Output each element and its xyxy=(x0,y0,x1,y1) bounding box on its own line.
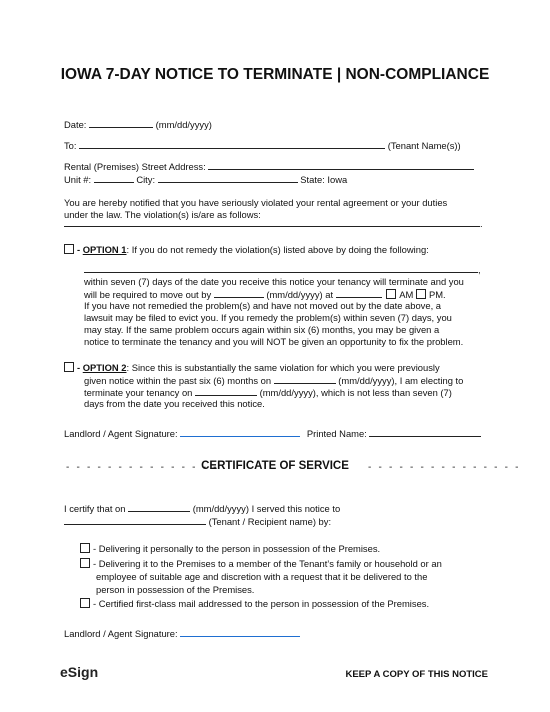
service-date-field[interactable] xyxy=(128,502,190,512)
unit-label: Unit #: xyxy=(64,174,92,185)
recipient-name-field[interactable] xyxy=(64,515,206,525)
method-mail-text: - Certified first-class mail addressed to the person in possession of the Premises. xyxy=(93,598,430,609)
address-field[interactable] xyxy=(208,160,474,170)
option1-line-6: notice to terminate the tenancy and you will NOT be given an opportunity to fix the problem. xyxy=(84,336,464,347)
option1-remedy-row: , xyxy=(84,263,481,276)
cert-line-2-text: (Tenant / Recipient name) by: xyxy=(208,516,332,527)
option1-line-3: If you have not remedied the problem(s) and have not moved out by the date above, a xyxy=(84,300,441,311)
option2-line-2a: given notice within the past six (6) months on xyxy=(84,375,272,386)
city-field[interactable] xyxy=(158,173,298,183)
personal-delivery-checkbox[interactable] xyxy=(80,543,90,553)
option2-line-3a: terminate your tenancy on xyxy=(84,387,193,398)
state-label: State: Iowa xyxy=(300,174,348,185)
method-household xyxy=(80,558,442,570)
landlord-signature-field[interactable] xyxy=(180,427,300,437)
option1-lead: : If you do not remedy the violation(s) listed above by doing the following: xyxy=(126,244,429,255)
am-label: AM xyxy=(399,289,414,300)
option1-line-5: may stay. If the same problem occurs again within six (6) months, you may be given a xyxy=(84,324,440,335)
method-household-text-1: - Delivering it to the Premises to a member of the Tenant’s family or household or an xyxy=(93,558,442,569)
date-field[interactable] xyxy=(89,118,153,128)
option2-header: - OPTION 2: Since this is substantially the same violation for which you were previously xyxy=(64,362,440,374)
certificate-title: CERTIFICATE OF SERVICE xyxy=(201,460,349,472)
to-row xyxy=(64,139,461,152)
cert-line-1a: I certify that on xyxy=(64,503,126,514)
cert-signature-label: Landlord / Agent Signature: xyxy=(64,628,178,639)
keep-copy-note: KEEP A COPY OF THIS NOTICE xyxy=(345,669,488,680)
printed-name-label: Printed Name: xyxy=(306,428,367,439)
landlord-signature-label: Landlord / Agent Signature: xyxy=(64,428,178,439)
move-out-time-field[interactable] xyxy=(336,288,382,298)
violation-field[interactable] xyxy=(64,217,480,227)
esign-logo: eSign xyxy=(60,664,99,680)
cert-divider-right: - - - - - - - - - - - - - - - xyxy=(368,462,521,473)
date-label: Date: xyxy=(64,119,87,130)
option1-checkbox[interactable] xyxy=(64,244,74,254)
option2-line-4: days from the date you received this notice. xyxy=(84,398,265,409)
tenant-name-field[interactable] xyxy=(79,139,385,149)
option1-label: OPTION 1 xyxy=(82,244,127,255)
to-label: To: xyxy=(64,140,77,151)
method-personal xyxy=(80,543,380,555)
option1-line-2b: (mm/dd/yyyy) at xyxy=(266,289,334,300)
option2-label: OPTION 2 xyxy=(82,362,127,373)
option2-line-2b: (mm/dd/yyyy), I am electing to xyxy=(338,375,464,386)
method-household-text-3: person in possession of the Premises. xyxy=(96,584,255,595)
cert-line-2 xyxy=(64,515,331,528)
option2-line-3b: (mm/dd/yyyy), which is not less than seven (7) xyxy=(259,387,452,398)
cert-signature-row xyxy=(64,627,300,640)
option1-header: - OPTION 1: If you do not remedy the violation(s) listed above by doing the following: xyxy=(64,244,429,256)
cert-line-1b: (mm/dd/yyyy) I served this notice to xyxy=(192,503,341,514)
violation-field-row: . xyxy=(64,217,483,230)
am-checkbox[interactable] xyxy=(386,289,396,299)
method-personal-text: - Delivering it personally to the person in possession of the Premises. xyxy=(93,543,381,554)
date-row xyxy=(64,118,212,131)
intro-line-1: You are hereby notified that you have seriously violated your rental agreement or your duties xyxy=(64,197,448,208)
household-delivery-checkbox[interactable] xyxy=(80,558,90,568)
cert-line-1 xyxy=(64,502,340,515)
method-mail xyxy=(80,598,429,610)
address-row xyxy=(64,160,474,173)
option1-line-4: lawsuit may be filed to evict you. If you remedy the problem(s) within seven (7) days, you xyxy=(84,312,452,323)
option2-checkbox[interactable] xyxy=(64,362,74,372)
city-label: City: xyxy=(136,174,156,185)
termination-date-field[interactable] xyxy=(195,386,257,396)
option1-line-1: within seven (7) days of the date you receive this notice your tenancy will terminate and you xyxy=(84,276,464,287)
prior-notice-date-field[interactable] xyxy=(274,374,336,384)
remedy-field[interactable] xyxy=(84,263,478,273)
document-title: IOWA 7-DAY NOTICE TO TERMINATE | NON-COMPLIANCE xyxy=(60,66,490,83)
signature-row xyxy=(64,427,481,440)
cert-signature-field[interactable] xyxy=(180,627,300,637)
printed-name-field[interactable] xyxy=(369,427,481,437)
method-household-text-2: employee of suitable age and discretion with a request that it be delivered to the xyxy=(96,571,428,582)
cert-divider-left: - - - - - - - - - - - - - - - xyxy=(66,462,219,473)
pm-checkbox[interactable] xyxy=(416,289,426,299)
unit-city-row xyxy=(64,173,347,186)
pm-label: PM. xyxy=(428,289,446,300)
certified-mail-checkbox[interactable] xyxy=(80,598,90,608)
unit-field[interactable] xyxy=(94,173,134,183)
address-label: Rental (Premises) Street Address: xyxy=(64,161,206,172)
option1-line-2a: will be required to move out by xyxy=(84,289,212,300)
to-hint: (Tenant Name(s)) xyxy=(387,140,461,151)
option2-line-1: : Since this is substantially the same violation for which you were previously xyxy=(126,362,440,373)
move-out-date-field[interactable] xyxy=(214,288,264,298)
date-hint: (mm/dd/yyyy) xyxy=(155,119,212,130)
intro-line-2: under the law. The violation(s) is/are as follows: xyxy=(64,209,261,220)
